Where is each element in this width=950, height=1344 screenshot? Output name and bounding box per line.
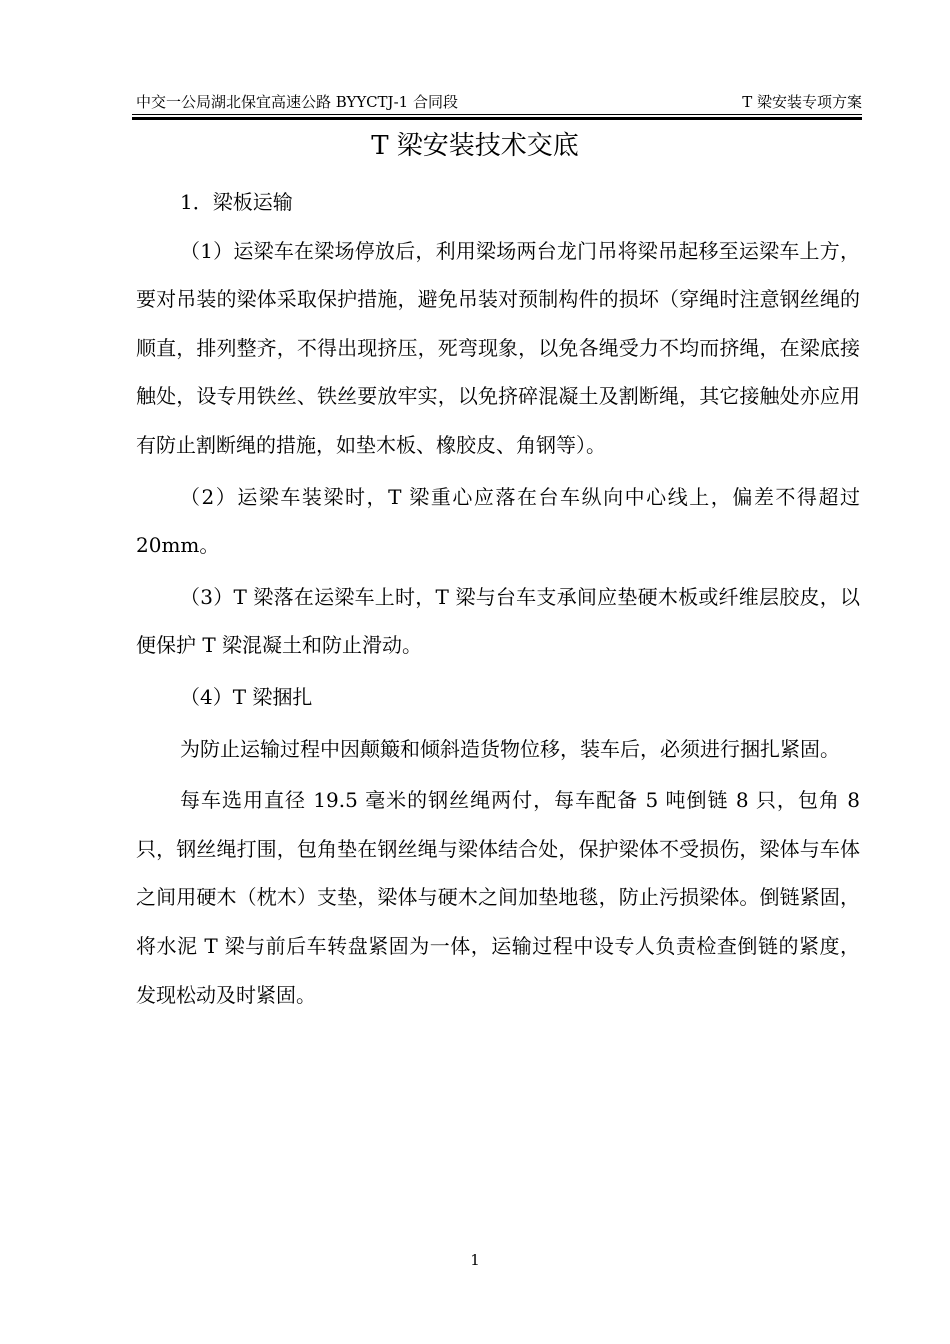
document-body — [136, 178, 860, 1019]
paragraph: 为防止运输过程中因颠簸和倾斜造货物位移，装车后，必须进行捆扎紧固。 — [180, 736, 840, 761]
header-rule-thick — [132, 117, 862, 120]
page-number: 1 — [470, 1251, 480, 1269]
paragraph: （3）T 梁落在运梁车上时，T 梁与台车支承间应垫硬木板或纤维层胶皮，以便保护 T 梁混凝土和防止滑动。 — [136, 584, 860, 658]
page-header — [136, 92, 862, 112]
subsection-heading: （4）T 梁捆扎 — [180, 684, 313, 709]
paragraph: （1）运梁车在梁场停放后，利用梁场两台龙门吊将梁吊起移至运梁车上方，要对吊装的梁体采取保护措施，避免吊装对预制构件的损坏（穿绳时注意钢丝绳的顺直，排列整齐，不得出现挤压，死弯现象，以免各绳受力不均而挤绳，在梁底接触处，设专用铁丝、铁丝要放牢实，以免挤碎混凝土及割断绳，其它接触处亦应用有防止割断绳的措施，如垫木板、橡胶皮、角钢等）。 — [136, 238, 860, 457]
header-project-name: 中交一公局湖北保宜高速公路 BYYCTJ-1 合同段 — [136, 93, 458, 111]
header-rule-thin — [132, 114, 862, 115]
document-title: T 梁安装技术交底 — [371, 131, 579, 161]
section-heading: 1．梁板运输 — [180, 190, 293, 214]
paragraph: 每车选用直径 19.5 毫米的钢丝绳两付，每车配备 5 吨倒链 8 只，包角 8 只，钢丝绳打围，包角垫在钢丝绳与梁体结合处，保护梁体不受损伤，梁体与车体之间用硬木（枕木）支垫，梁体与硬木之间加垫地毯，防止污损梁体。倒链紧固，将水泥 T 梁与前后车转盘紧固为一体，运输过程中设专人负责检查倒链的紧度，发现松动及时紧固。 — [136, 788, 860, 1007]
paragraph: （2）运梁车装梁时，T 梁重心应落在台车纵向中心线上，偏差不得超过 20mm。 — [136, 484, 860, 558]
header-document-name: T 梁安装专项方案 — [742, 93, 862, 111]
